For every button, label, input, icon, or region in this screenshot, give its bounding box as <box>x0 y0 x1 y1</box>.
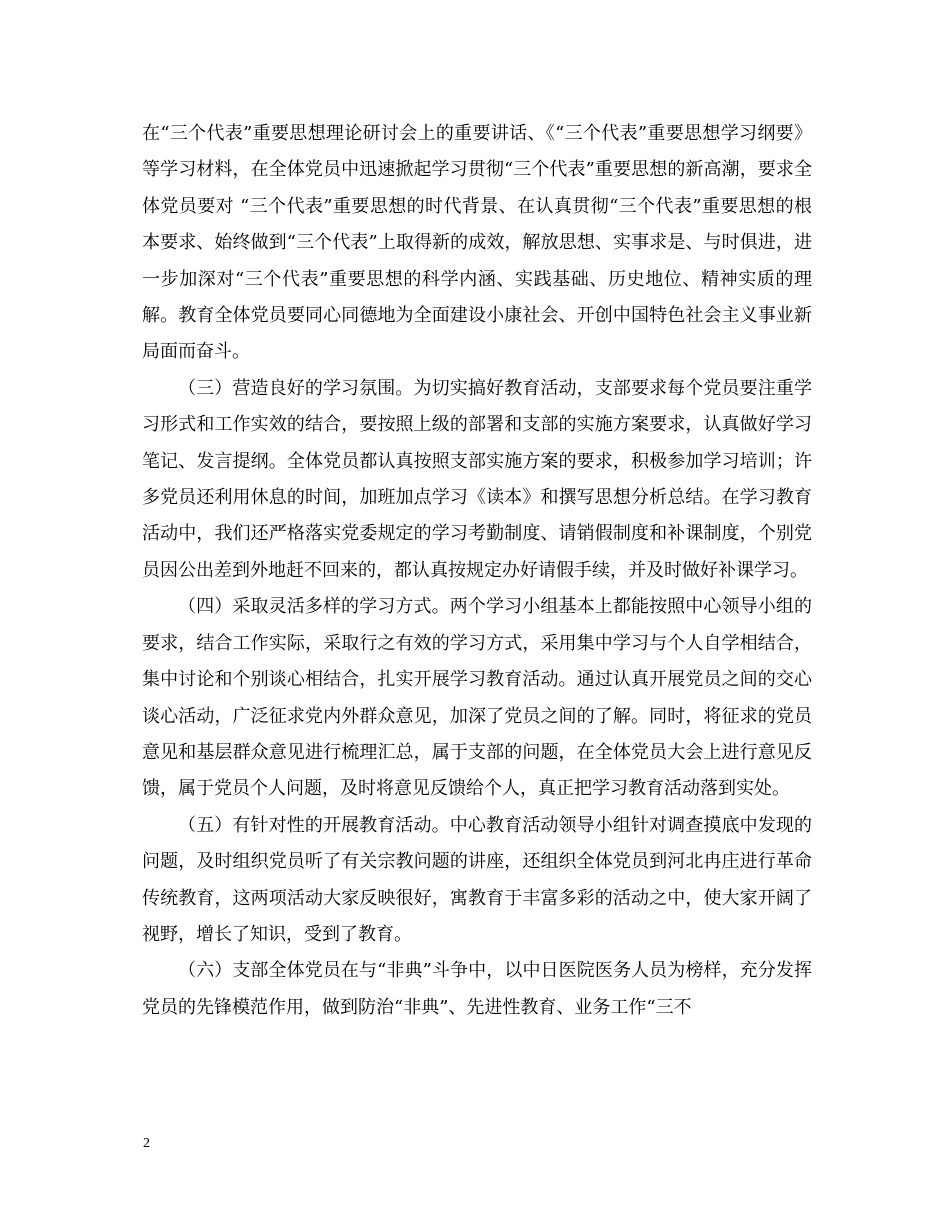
paragraph-3: （四）采取灵活多样的学习方式。两个学习小组基本上都能按照中心领导小组的要求，结合工作实际，采取行之有效的学习方式，采用集中学习与个人自学相结合，集中讨论和个别谈心相结合，扎实开展学习教育活动。通过认真开展党员之间的交心谈心活动，广泛征求党内外群众意见，加深了党员之间的了解。同时，将征求的党员意见和基层群众意见进行梳理汇总，属于支部的问题，在全体党员大会上进行意见反馈，属于党员个人问题，及时将意见反馈给个人，真正把学习教育活动落到实处。 <box>142 596 812 800</box>
paragraph-5: （六）支部全体党员在与“非典”斗争中，以中日医院医务人员为榜样，充分发挥党员的先锋模范作用，做到防治“非典”、先进性教育、业务工作“三不 <box>142 960 812 1018</box>
paragraph-2: （三）营造良好的学习氛围。为切实搞好教育活动，支部要求每个党员要注重学习形式和工作实效的结合，要按照上级的部署和支部的实施方案要求，认真做好学习笔记、发言提纲。全体党员都认真按照支部实施方案的要求，积极参加学习培训；许多党员还利用休息的时间，加班加点学习《读本》和撰写思想分析总结。在学习教育活动中，我们还严格落实党委规定的学习考勤制度、请销假制度和补课制度，个别党员因公出差到外地赶不回来的，都认真按规定办好请假手续，并及时做好补课学习。 <box>142 377 812 581</box>
paragraph-1: 在“三个代表”重要思想理论研讨会上的重要讲话、《“三个代表”重要思想学习纲要》等学习材料，在全体党员中迅速掀起学习贯彻“三个代表”重要思想的新高潮，要求全体党员要对 “三个代表”重要思想的时代背景、在认真贯彻“三个代表”重要思想的根本要求、始终做到“三个代表”上取得新的成效，解放思想、实事求是、与时俱进，进一步加深对“三个代表”重要思想的科学内涵、实践基础、历史地位、精神实质的理解。教育全体党员要同心同德地为全面建设小康社会、开创中国特色社会主义事业新局面而奋斗。 <box>142 123 812 363</box>
paragraph-4: （五）有针对性的开展教育活动。中心教育活动领导小组针对调查摸底中发现的问题，及时组织党员听了有关宗教问题的讲座，还组织全体党员到河北冉庄进行革命传统教育，这两项活动大家反映很好，寓教育于丰富多彩的活动之中，使大家开阔了视野，增长了知识，受到了教育。 <box>142 814 812 945</box>
document-body <box>142 116 812 1026</box>
page-number: 2 <box>143 1136 150 1151</box>
